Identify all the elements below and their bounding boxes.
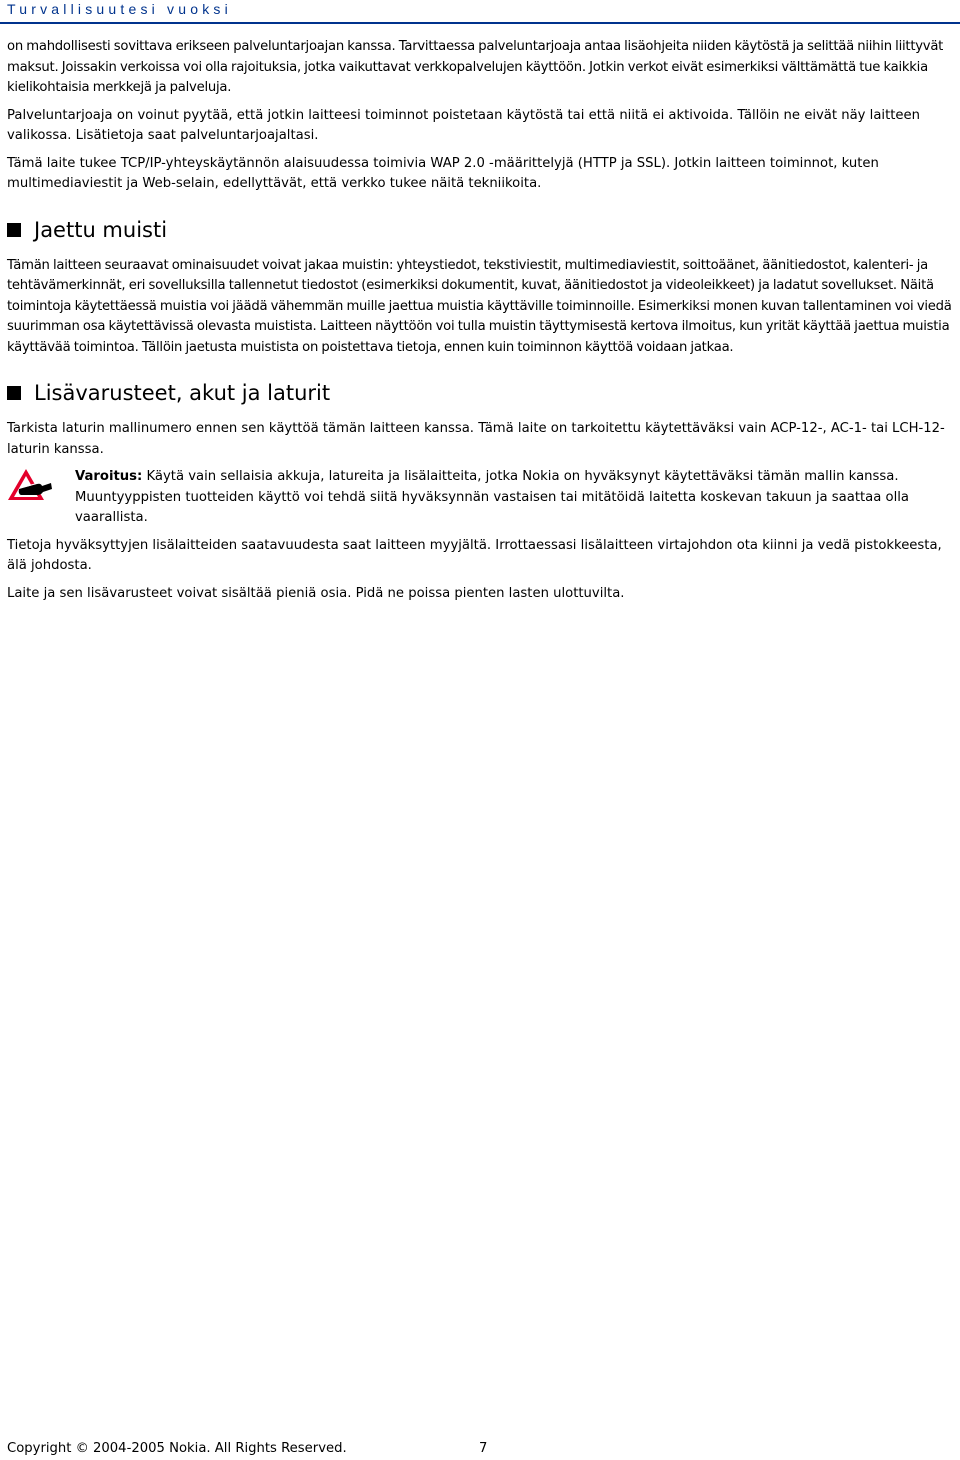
- paragraph-shared-memory: Tämän laitteen seuraavat ominaisuudet voivat jakaa muistin: yhteystiedot, tekstiviestit, multimediaviestit, soittoäänet, äänitiedostot, kalenteri- ja tehtävämerkinnät, eri sovelluksilla tallennetut tiedostot (esimerkiksi dokumentit, kuvat, äänitiedostot ja videoleikkeet) ja ladatut sovellukset. Näitä toimintoja käytettäessä muistia voi jäädä vähemmän muille jaettua muistia käyttäville toiminnoille. Esimerkiksi monen kuvan tallentaminen voi viedä suurimman osa käytettävissä olevasta muistista. Laitteen näyttöön voi tulla muistin täyttymisestä kertova ilmoitus, kun yrität käyttää jaettua muistia käyttävää toimintoa. Tällöin jaetusta muistista on poistettava tietoja, ennen kuin toiminnon käyttöä voidaan jatkaa.: [7, 257, 952, 355]
- page-footer: [7, 1441, 488, 1456]
- header-rule: [0, 22, 960, 24]
- heading-shared-memory: Jaettu muisti: [34, 217, 168, 242]
- running-title: Turvallisuutesi vuoksi: [7, 1, 232, 17]
- square-bullet-icon: [7, 223, 21, 237]
- copyright-text: Copyright © 2004-2005 Nokia. All Rights Reserved.: [7, 1441, 347, 1456]
- warning-text: Käytä vain sellaisia akkuja, latureita ja lisälaitteita, jotka Nokia on hyväksynyt käytettäväksi tämän mallin kanssa. Muuntyyppisten tuotteiden käyttö voi tehdä siitä hyväksynnän vastaisen tai mitätöidä laitetta koskevan takuun ja saattaa olla vaarallista.: [75, 469, 909, 525]
- paragraph-charger: Tarkista laturin mallinumero ennen sen käyttöä tämän laitteen kanssa. Tämä laite on tarkoitettu käytettäväksi vain ACP-12-, AC-1- tai LCH-12- laturin kanssa.: [7, 421, 945, 457]
- paragraph-services: on mahdollisesti sovittava erikseen palveluntarjoajan kanssa. Tarvittaessa palveluntarjoaja antaa lisäohjeita niiden käytöstä ja selittää niihin liittyvät maksut. Joissakin verkoissa voi olla rajoituksia, jotka vaikuttavat verkkopalvelujen käyttöön. Jotkin verkot eivät esimerkiksi välttämättä tue kaikkia kielikohtaisia merkkejä ja palveluja.: [7, 39, 944, 95]
- warning-label: Varoitus:: [75, 469, 143, 484]
- paragraph-provider: Palveluntarjoaja on voinut pyytää, että jotkin laitteesi toiminnot poistetaan käytöstä tai että niitä ei aktivoida. Tällöin ne eivät näy laitteen valikossa. Lisätietoja saat palveluntarjoajaltasi.: [7, 107, 921, 143]
- section-heading-accessories: [7, 380, 957, 406]
- page-content: [7, 37, 957, 611]
- paragraph-small-parts: Laite ja sen lisävarusteet voivat sisältää pieniä osia. Pidä ne poissa pienten lasten ulottuvilta.: [7, 585, 625, 601]
- heading-accessories: Lisävarusteet, akut ja laturit: [34, 381, 331, 405]
- section-heading-shared-memory: [7, 217, 957, 243]
- paragraph-availability: Tietoja hyväksyttyjen lisälaitteiden saatavuudesta saat laitteen myyjältä. Irrottaessasi lisälaitteen virtajohdon ota kiinni ja vedä pistokkeesta, älä johdosta.: [7, 537, 942, 573]
- warning-box: [7, 467, 957, 529]
- page-number: 7: [479, 1441, 488, 1456]
- warning-hand-icon: [7, 467, 53, 503]
- square-bullet-icon: [7, 386, 21, 400]
- paragraph-wap: Tämä laite tukee TCP/IP-yhteyskäytännön alaisuudessa toimivia WAP 2.0 -määrittelyjä (HTTP ja SSL). Jotkin laitteen toiminnot, kuten multimediaviestit ja Web-selain, edellyttävät, että verkko tukee näitä tekniikoita.: [7, 155, 879, 191]
